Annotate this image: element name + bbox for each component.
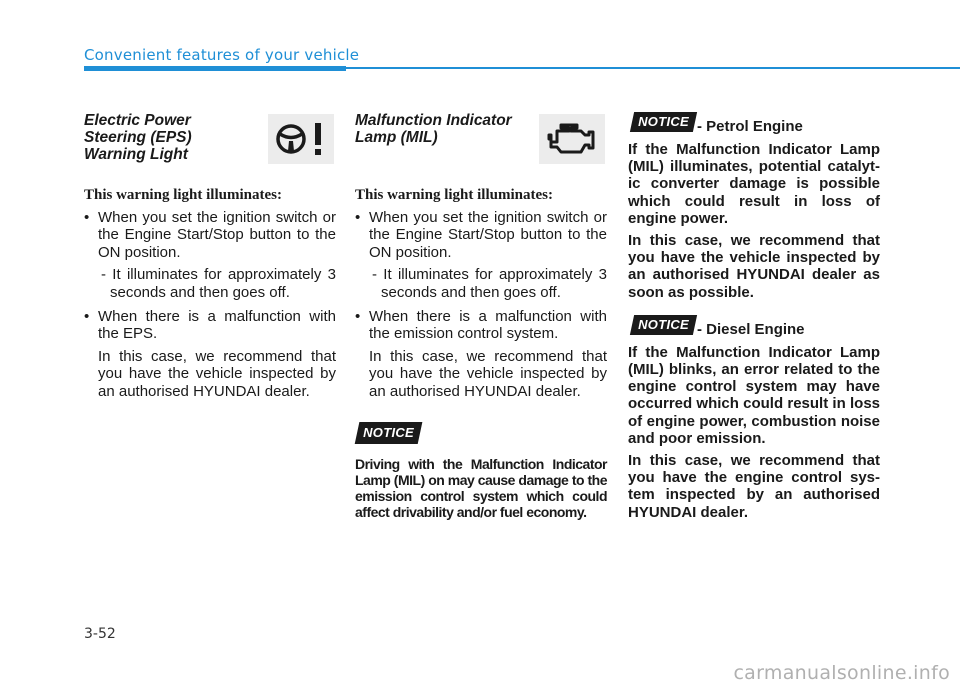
- mil-paragraph: In this case, we recommend that you have the vehicle inspected by an authorised HYUNDAI dealer.: [369, 347, 607, 400]
- diesel-notice-header: [628, 315, 880, 337]
- mil-notice-badge-wrap: [355, 422, 607, 444]
- eps-title: [84, 112, 234, 163]
- header-rule-accent: [84, 66, 346, 71]
- eps-body: [84, 209, 336, 400]
- mil-body: [355, 209, 607, 520]
- eps-title-line: Warning Light: [84, 146, 188, 163]
- petrol-heading: - Petrol Engine: [697, 118, 803, 135]
- page-number: 3-52: [84, 626, 116, 642]
- diesel-paragraph: If the Malfunction Indicator Lamp (MIL) blinks, an error related to the engine control system may have occurred which could result in loss of engine power, combustion noise and poor emission.: [628, 343, 880, 447]
- petrol-notice-header: [628, 112, 880, 134]
- notice-badge: [630, 112, 697, 132]
- notice-label: NOTICE: [363, 425, 415, 441]
- steering-wheel-warning-icon: [268, 114, 334, 164]
- notice-label: NOTICE: [638, 114, 690, 129]
- mil-title: [355, 112, 530, 146]
- notice-badge: [355, 422, 423, 444]
- eps-sub-item: - It illuminates for approximately 3 seconds and then goes off.: [101, 266, 336, 301]
- diesel-heading: - Diesel Engine: [697, 320, 805, 338]
- mil-title-line: Malfunction Indicator: [355, 112, 512, 129]
- eps-lead: This warning light illuminates:: [84, 187, 282, 203]
- mil-lead: This warning light illuminates:: [355, 187, 553, 203]
- eps-bullet: • When there is a malfunction with the EPS.: [84, 308, 336, 343]
- mil-section: [355, 112, 607, 521]
- check-engine-icon: [539, 114, 605, 164]
- section-header: Convenient features of your vehicle: [84, 46, 360, 64]
- eps-paragraph: In this case, we recommend that you have the vehicle inspected by an authorised HYUNDAI dealer.: [98, 347, 336, 400]
- eps-section: [84, 112, 336, 400]
- diesel-paragraph: In this case, we recommend that you have the engine control sys-tem inspected by an authorised HYUNDAI dealer.: [628, 452, 880, 521]
- eps-title-line: Steering (EPS): [84, 129, 192, 146]
- eps-bullet: • When you set the ignition switch or the Engine Start/Stop button to the ON position.: [84, 209, 336, 261]
- mil-bullet: • When there is a malfunction with the emission control system.: [355, 308, 607, 343]
- notice-badge: [630, 315, 697, 335]
- mil-bullet: • When you set the ignition switch or the Engine Start/Stop button to the ON position.: [355, 209, 607, 261]
- mil-title-line: Lamp (MIL): [355, 129, 438, 146]
- mil-sub-item: - It illuminates for approximately 3 seconds and then goes off.: [372, 266, 607, 301]
- mil-notice-text: Driving with the Malfunction Indicator Lamp (MIL) on may cause damage to the emission control system which could affect drivability and/or fuel economy.: [355, 456, 607, 521]
- watermark: carmanualsonline.info: [733, 662, 950, 684]
- notice-label: NOTICE: [638, 316, 690, 332]
- engine-notices: [628, 112, 880, 521]
- petrol-paragraph: In this case, we recommend that you have the vehicle inspected by an authorised HYUNDAI dealer as soon as possible.: [628, 232, 880, 301]
- eps-title-line: Electric Power: [84, 112, 191, 129]
- petrol-paragraph: If the Malfunction Indicator Lamp (MIL) illuminates, potential catalyt-ic converter damage is possible which could result in loss of engine power.: [628, 141, 880, 227]
